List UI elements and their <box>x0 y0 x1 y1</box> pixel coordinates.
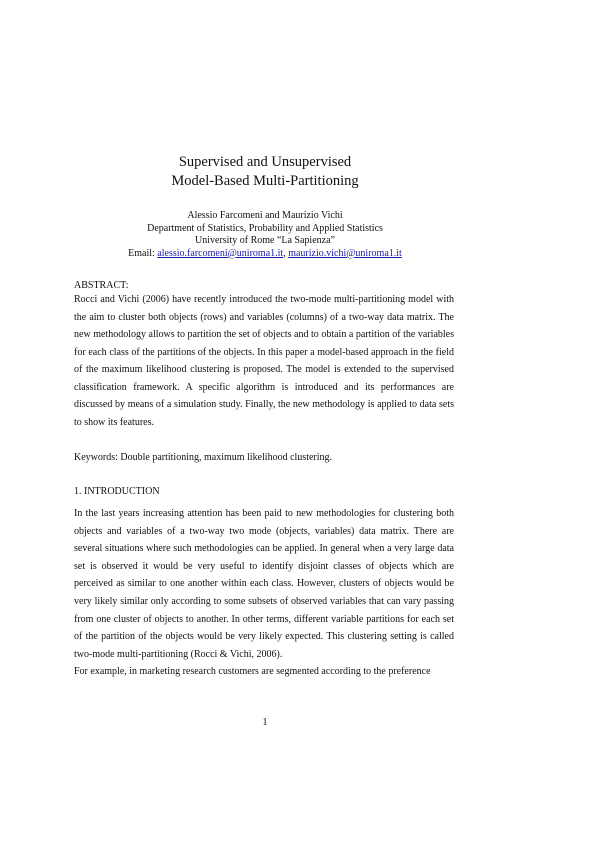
keywords-line: Keywords: Double partitioning, maximum likelihood clustering. <box>74 452 333 463</box>
page-number: 1 <box>262 717 268 728</box>
author-department: Department of Statistics, Probability and Applied Statistics <box>147 222 383 234</box>
paper-title-line1: Supervised and Unsupervised <box>178 154 352 170</box>
abstract-heading: ABSTRACT: <box>74 280 129 291</box>
abstract-text: Rocci and Vichi (2006) have recently introduced the two-mode multi-partitioning model with the aim to cluster both objects (rows) and variables (columns) of a two-way data matrix. The new methodology allows to partition the set of objects and to obtain a partition of the variables for each class of the partitions of the objects. In this paper a model-based approach in the field of the maximum likelihood clustering is proposed. The model is extended to the supervised classification framework. A specific algorithm is introduced and its performances are discussed by means of a simulation study. Finally, the new methodology is applied to data sets to show its features. <box>74 294 454 428</box>
section-heading-introduction: 1. INTRODUCTION <box>74 486 160 497</box>
email-link-farcomeni[interactable]: alessio.farcomeni@uniroma1.it <box>157 247 284 259</box>
email-label: Email: <box>128 247 158 259</box>
email-separator: , <box>283 247 289 259</box>
author-email-line <box>0 248 530 261</box>
email-link-vichi[interactable]: maurizio.vichi@uniroma1.it <box>288 247 402 259</box>
body-paragraph-1: In the last years increasing attention has been paid to new methodologies for clustering both objects and variables of a two-way two mode (objects, variables) data matrix. There are several situations where such methodologies can be applied. In general when a very large data set is observed it would be very useful to identify disjoint classes of objects which are perceived as similar to one another within each class. However, clusters of objects would be very likely similar only according to some subsets of observed variables that can vary passing from one cluster of objects to another. In other terms, different variable partitions for each set of the partition of the objects would be very likely expected. This clustering setting is called two-mode multi-partitioning (Rocci & Vichi, 2006). <box>74 508 454 660</box>
author-block <box>0 210 530 260</box>
body-paragraph-2: For example, in marketing research customers are segmented according to the preference <box>74 666 431 678</box>
body-text <box>74 505 454 681</box>
paper-title-line2: Model-Based Multi-Partitioning <box>171 173 359 189</box>
author-names: Alessio Farcomeni and Maurizio Vichi <box>187 210 343 221</box>
author-university: University of Rome “La Sapienza” <box>195 235 335 246</box>
